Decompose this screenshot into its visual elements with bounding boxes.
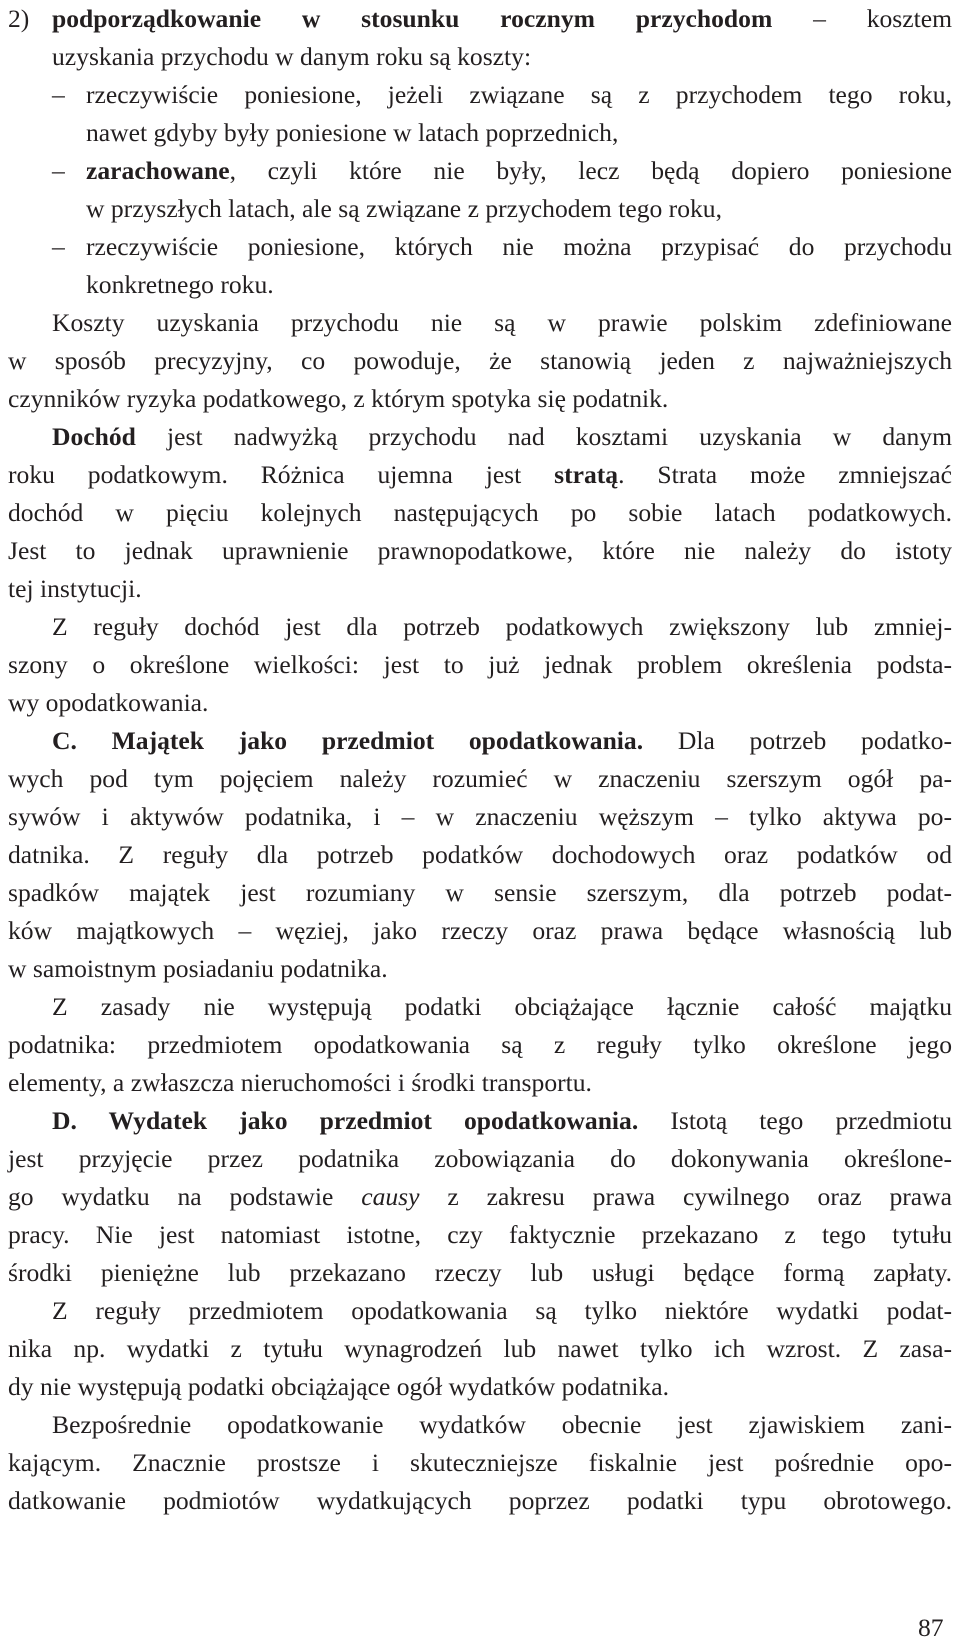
list-item-line: uzyskania przychodu w danym roku są koszty: [52,42,532,71]
paragraph-line: czynników ryzyka podatkowego, z którym spotyka się podatnik. [8,384,669,413]
paragraph-line: datnika. Z reguły dla potrzeb podatków dochodowych oraz podatków od [8,840,952,869]
paragraph-line: Jest to jednak uprawnienie prawnopodatkowe, które nie należy do istoty [8,536,952,565]
paragraph-line: podatnika: przedmiotem opodatkowania są z reguły tylko określone jego [8,1030,952,1059]
paragraph-line: elementy, a zwłaszcza nieruchomości i środki transportu. [8,1068,592,1097]
bullet-line: nawet gdyby były poniesione w latach poprzednich, [86,118,619,147]
section-heading-d: D. Wydatek jako przedmiot opodatkowania. [52,1106,639,1135]
paragraph-line: sywów i aktywów podatnika, i – w znaczeniu węższym – tylko aktywa po- [8,802,952,831]
paragraph-line: Z reguły dochód jest dla potrzeb podatkowych zwiększony lub zmniej- [52,612,952,641]
paragraph-line: datkowanie podmiotów wydatkujących poprzez podatki typu obrotowego. [8,1486,952,1515]
bullet-dash: – [52,80,65,109]
list-item-line: podporządkowanie w stosunku rocznym przychodom – kosztem [52,4,952,33]
paragraph-line: go wydatku na podstawie causy z zakresu prawa cywilnego oraz prawa [8,1182,952,1211]
list-marker: 2) [8,4,30,33]
paragraph-line: dy nie występują podatki obciążające ogół wydatków podatnika. [8,1372,669,1401]
paragraph-line: środki pieniężne lub przekazano rzeczy lub usługi będące formą zapłaty. [8,1258,952,1287]
paragraph-line: Z zasady nie występują podatki obciążające łącznie całość majątku [52,992,952,1021]
paragraph-line: roku podatkowym. Różnica ujemna jest stratą. Strata może zmniejszać [8,460,952,489]
bullet-dash: – [52,232,65,261]
paragraph-line: jest przyjęcie przez podatnika zobowiązania do dokonywania określone- [8,1144,952,1173]
paragraph-line: pracy. Nie jest natomiast istotne, czy faktycznie przekazano z tego tytułu [8,1220,952,1249]
paragraph-line: w sposób precyzyjny, co powoduje, że stanowią jeden z najważniejszych [8,346,952,375]
paragraph-line: szony o określone wielkości: jest to już jednak problem określenia podsta- [8,650,952,679]
paragraph-line: spadków majątek jest rozumiany w sensie szerszym, dla potrzeb podat- [8,878,952,907]
bullet-line: rzeczywiście poniesione, których nie można przypisać do przychodu [86,232,952,261]
paragraph-line: ków majątkowych – węziej, jako rzeczy oraz prawa będące własnością lub [8,916,952,945]
paragraph-line: wy opodatkowania. [8,688,209,717]
paragraph-line: C. Majątek jako przedmiot opodatkowania. Dla potrzeb podatko- [52,726,952,755]
bold-term: zarachowane [86,156,230,185]
paragraph-line: Bezpośrednie opodatkowanie wydatków obecnie jest zjawiskiem zani- [52,1410,952,1439]
paragraph-line: Dochód jest nadwyżką przychodu nad kosztami uzyskania w danym [52,422,952,451]
paragraph-line: Z reguły przedmiotem opodatkowania są tylko niektóre wydatki podat- [52,1296,952,1325]
paragraph-line: tej instytucji. [8,574,142,603]
paragraph-line: w samoistnym posiadaniu podatnika. [8,954,388,983]
paragraph-line: nika np. wydatki z tytułu wynagrodzeń lub nawet tylko ich wzrost. Z zasa- [8,1334,952,1363]
term-dochod: Dochód [52,422,136,451]
term-causy: causy [361,1182,420,1211]
section-heading-c: C. Majątek jako przedmiot opodatkowania. [52,726,644,755]
bullet-dash: – [52,156,65,185]
paragraph-line: wych pod tym pojęciem należy rozumieć w znaczeniu szerszym ogół pa- [8,764,952,793]
paragraph-line: kającym. Znacznie prostsze i skuteczniejsze fiskalnie jest pośrednie opo- [8,1448,952,1477]
paragraph-line: dochód w pięciu kolejnych następujących po sobie latach podatkowych. [8,498,952,527]
bullet-line: w przyszłych latach, ale są związane z przychodem tego roku, [86,194,722,223]
bullet-line: zarachowane, czyli które nie były, lecz będą dopiero poniesione [86,156,952,185]
paragraph-line: Koszty uzyskania przychodu nie są w prawie polskim zdefiniowane [52,308,952,337]
term-strata: stratą [554,460,619,489]
paragraph-line: D. Wydatek jako przedmiot opodatkowania. Istotą tego przedmiotu [52,1106,952,1135]
bullet-line: rzeczywiście poniesione, jeżeli związane są z przychodem tego roku, [86,80,952,109]
page-number: 87 [918,1613,944,1642]
bullet-line: konkretnego roku. [86,270,274,299]
bold-term: podporządkowanie w stosunku rocznym przychodom [52,4,773,33]
